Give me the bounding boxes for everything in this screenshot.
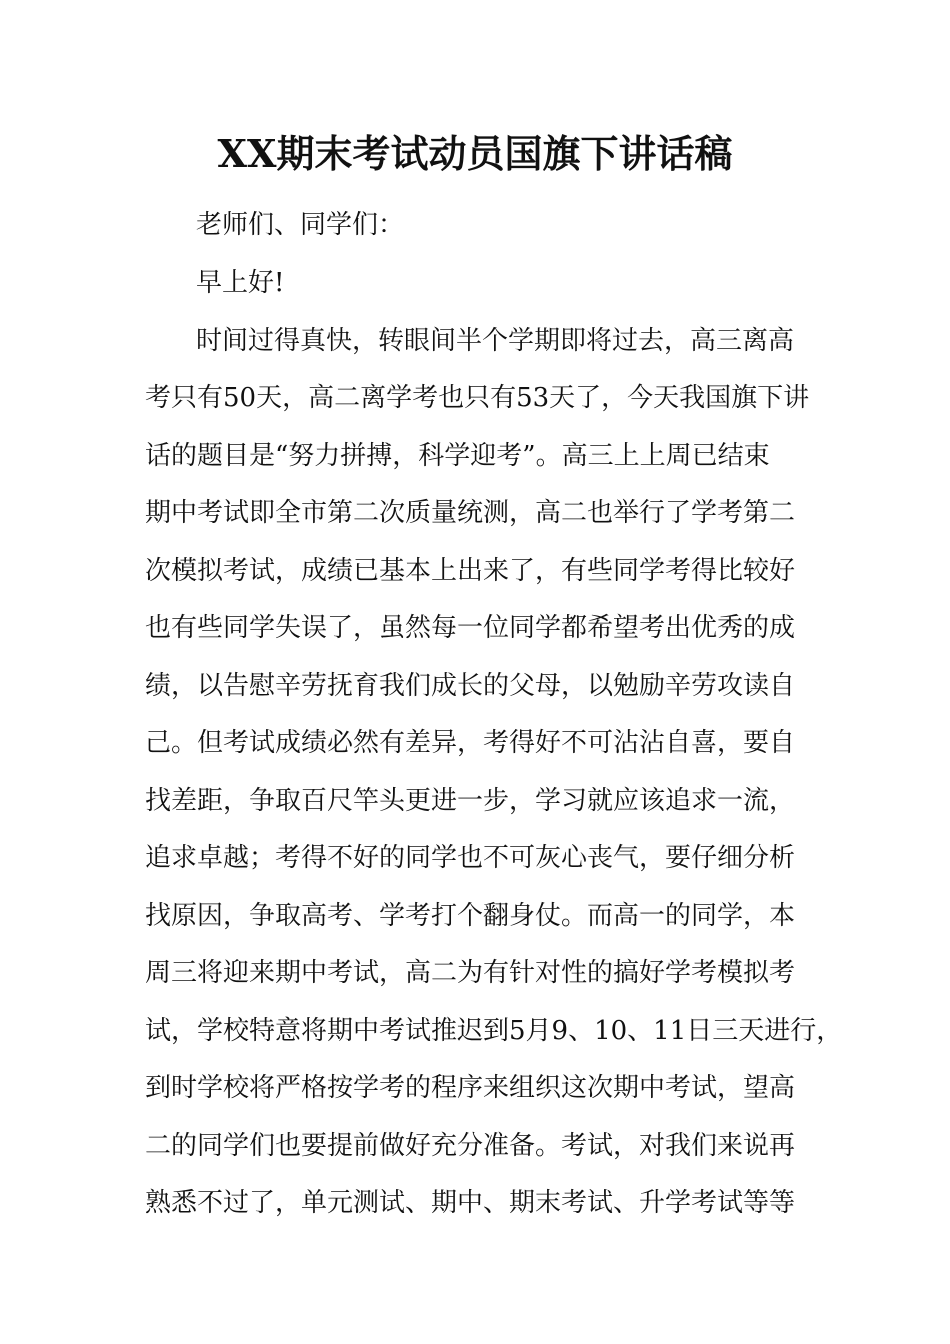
body-line: 周三将迎来期中考试，高二为有针对性的搞好学考模拟考	[145, 958, 796, 988]
body-line: 考只有50天，高二离学考也只有53天了，今天我国旗下讲	[145, 383, 810, 413]
salutation: 老师们、同学们：	[196, 210, 405, 240]
greeting: 早上好!	[196, 268, 285, 298]
body-line: 找原因，争取高考、学考打个翻身仗。而高一的同学，本	[145, 901, 796, 931]
body-line: 话的题目是“努力拼搏，科学迎考”。高三上上周已结束	[145, 441, 770, 471]
body-line: 己。但考试成绩必然有差异，考得好不可沾沾自喜，要自	[145, 728, 796, 758]
document-title: XX期末考试动员国旗下讲话稿	[217, 131, 733, 176]
body-line: 熟悉不过了，单元测试、期中、期末考试、升学考试等等	[145, 1188, 796, 1218]
body-line: 试，学校特意将期中考试推迟到5月9、10、11日三天进行，	[145, 1016, 843, 1046]
body-line: 也有些同学失误了，虽然每一位同学都希望考出优秀的成	[145, 613, 796, 643]
body-line: 二的同学们也要提前做好充分准备。考试，对我们来说再	[145, 1131, 796, 1161]
body-line: 绩，以告慰辛劳抚育我们成长的父母，以勉励辛劳攻读自	[145, 671, 796, 701]
body-line: 次模拟考试，成绩已基本上出来了，有些同学考得比较好	[145, 556, 796, 586]
body-line: 时间过得真快，转眼间半个学期即将过去，高三离高	[196, 326, 795, 356]
body-line: 到时学校将严格按学考的程序来组织这次期中考试，望高	[145, 1073, 796, 1103]
body-line: 期中考试即全市第二次质量统测，高二也举行了学考第二	[145, 498, 796, 528]
body-line: 找差距，争取百尺竿头更进一步，学习就应该追求一流，	[145, 786, 796, 816]
body-line: 追求卓越；考得不好的同学也不可灰心丧气，要仔细分析	[145, 843, 796, 873]
